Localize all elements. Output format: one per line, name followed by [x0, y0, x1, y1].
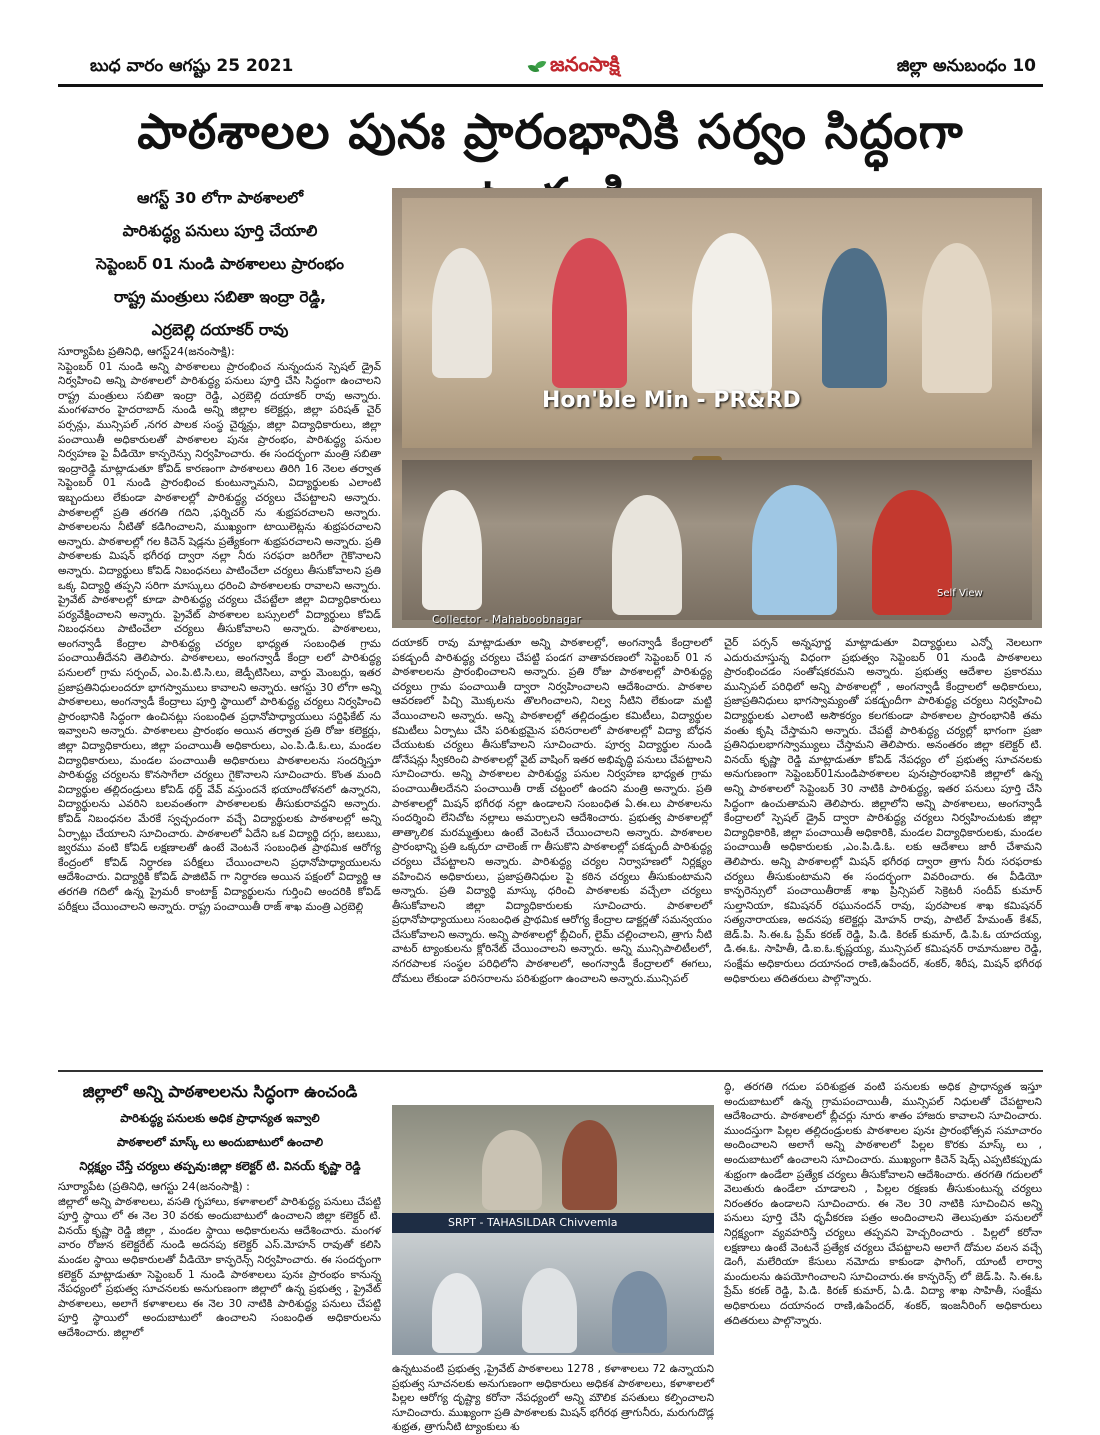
story2-subhead: పాఠశాలలో మాస్క్ లు అందుబాటులో ఉంచాలి: [116, 1135, 324, 1149]
collector-caption: Collector - Mahaboobnagar: [432, 613, 582, 626]
photo-caption-band: SRPT - TAHASILDAR Chivvemla: [392, 1213, 714, 1233]
self-view-caption: Self View: [937, 588, 983, 599]
paper-logo: [528, 52, 620, 81]
masthead: [58, 50, 1048, 84]
story1-dateline: సూర్యాపేట ప్రతినిధి, ఆగస్ట్24(జనంసాక్షి):: [58, 345, 235, 358]
story2-subhead: పారిశుద్ధ్య పనులకు అధిక ప్రాధాన్యత ఇవ్వాలి: [120, 1111, 320, 1125]
story1-subhead: ఆగస్ట్ 30 లోగా పాఠశాలలో: [136, 189, 304, 207]
story2-dateline: సూర్యాపేట (ప్రతినిధి, ఆగస్టు 24(జనంసాక్షి) :: [58, 1180, 250, 1193]
story1-body-2: దయాకర్ రావు మాట్లాడుతూ అన్ని పాఠశాలల్లో, అంగన్వాడీ కేంద్రాలలో పకడ్బందీ పారిశుద్ధ్య చర్యలు చేపట్టి పండగ వాతావరణంలో సెప్టెంబర్ 01 న పాఠశాలలను ప్రారంభించాలని అన్నారు. ప్రతి రోజు పాఠశాలల్లో పారిశుద్ధ్య చర్యలు గ్రామ పంచాయితీ ద్వారా నిర్వహించాలని ఆదేశించారు. పాఠశాల ఆవరణలో పిచ్చి మొక్కలను తొలగించాలని, నిల్వ నీటిని లేకుండా మట్టి వేయించాలని అన్నారు. అన్ని పాఠశాలల్లో తల్లిదండ్రుల కమిటీలు, విద్యార్థుల కమిటీలు ఏర్పాటు చేసి పరిశుభ్రమైన పరిసరాలలో పాఠశాలల్లో విద్యా బోధన చేయుటకు చర్యలు తీసుకోవాలని సూచించారు. పూర్వ విద్యార్థుల నుండి డోనేషన్లు స్వీకరించి పాఠశాలల్లో వైట్ వాషింగ్ ఇతర అభివృద్ధి పనులు చేపట్టాలని సూచించారు. అన్ని పాఠశాలల పారిశుద్ధ్య పనుల నిర్వహణ భాధ్యత గ్రామ పంచాయితీలదేనని పంచాయితీ రాజ్ చట్టంలో ఉందని మంత్రి అన్నారు. ప్రతి పాఠశాలల్లో మిషన్ భగీరథ నల్లా ఉండాలని సంబంధిత ఏ.ఈ.లు పాఠశాలను సందర్శించి లేనిచోట నల్లాలు అమర్చాలని ఆదేశించారు. ప్రభుత్వ పాఠశాలల్లో తాత్కాలిక మరమ్మత్తులు ఉంటే వెంటనే చేయించాలని అన్నారు. పాఠశాలల ప్రారంభాన్ని ప్రతి ఒక్కరూ చాలెంజ్ గా తీసుకొని పాఠశాలల్లో పకడ్బందీ పారిశుద్ధ్య చర్యలు చేపట్టాలని అన్నారు. పారిశుద్ధ్య చర్యల నిర్వాహణలో నిర్లక్ష్యం వహించిన అధికారులు, ప్రజాప్రతినిధుల పై కఠిన చర్యలు తీసుకుంటామని అన్నారు. ప్రతి విద్యార్థి మాస్కు ధరించి పాఠశాలకు వచ్చేలా చర్యలు తీసుకోవాలని జిల్లా విద్యాధికారులకు సూచించారు. పాఠశాలలో ప్రధానోపాధ్యాయులు సంబంధిత ప్రాథమిక ఆరోగ్య కేంద్రాల డాక్టర్లతో సమన్వయం చేసుకోవాలని అన్నారు. అన్ని పాఠశాలల్లో బ్లీచింగ్, లైమ్ చల్లించాలని, త్రాగు నీటి వాటర్ ట్యాంకులను క్లోరినేట్ చేయించాలని అన్నారు. అన్ని మున్సిపాలిటీలలో, నగరపాలక సంస్థల పరిధిలోని పాఠశాలలో, అంగన్వాడీ కేంద్రాలలో ఈగలు, దోమలు లేకుండా పరిసరాలను పరిశుభ్రంగా ఉంచాలని అన్నారు.మున్సిపల్: [392, 637, 712, 985]
leaf-icon: [528, 58, 546, 76]
photo-top-panel: [392, 1105, 714, 1213]
issue-date: బుధ వారం ఆగష్టు 25 2021: [90, 56, 294, 76]
story1-body-1: సెప్టెంబర్ 01 నుండి అన్ని పాఠశాలలు ప్రారంభించ నున్నందున స్పెషల్ డ్రైవ్ నిర్వహించి అన్ని పాఠశాలలో పారిశుద్ధ్య పనులు పూర్తి చేసి సిద్ధంగా ఉంచాలని రాష్ట్ర మంత్రులు సబితా ఇంద్రా రెడ్డి, ఎర్రబెల్లి దయాకర్ రావు అన్నారు. మంగళవారం హైదరాబాద్ నుండి అన్ని జిల్లాల కలెక్టర్లు, జిల్లా పరిషత్ చైర్ పర్సన్లు, మున్సిపల్ ,నగర పాలక సంస్థ చైర్మన్లు, జిల్లా విద్యాధికారులు, జిల్లా పంచాయితీ అధికారులతో పాఠశాలల పునః ప్రారంభం, పారిశుద్ధ్య పనుల నిర్వహణ పై వీడియో కాన్ఫరెన్సు నిర్వహించారు. ఈ సందర్భంగా మంత్రి సబితా ఇంద్రారెడ్డి మాట్లాడుతూ కోవిడ్ కారణంగా పాఠశాలలు తిరిగి 16 నెలల తర్వాత సెప్టెంబర్ 01 నుండి ప్రారంభించ కుంటున్నామని, విద్యార్థులకు ఎలాంటి ఇబ్బందులు లేకుండా పాఠశాలల్లో పారిశుద్ధ్య చర్యలు చేపట్టాలని అన్నారు. పాఠశాలల్లో ప్రతి తరగతి గదిని ,ఫర్నిచర్ ను శుభ్రపరచాలని అన్నారు. పాఠశాలలను నీటితో కడిగించాలని, ముఖ్యంగా టాయిలెట్లను శుభ్రపరచాలని అన్నారు. పాఠశాలల్లో గల కిచెన్ షెడ్లను ప్రత్యేకంగా శుభ్రపరచాలని అన్నారు. ప్రతి పాఠశాలకు మిషన్ భగీరథ ద్వారా నల్లా నీరు సరఫరా జరిగేలా గైకొనాలని అన్నారు. విద్యార్థులు కోవిడ్ నిబంధనలు పాటించేలా చర్యలు తీసుకోవాలని ప్రతి ఒక్క విద్యార్థి తప్పని సరిగా మాస్కులు ధరించి పాఠశాలలకు రావాలని అన్నారు. ప్రైవేట్ పాఠశాలల్లో కూడా పారిశుద్ధ్య చర్యలు చేపట్టేలా జిల్లా విద్యాధికారులు పర్యవేక్షించాలని అన్నారు. ప్రైవేట్ పాఠశాలల బస్సులలో విద్యార్థులు కోవిడ్ నిబంధనలు పాటించేలా చర్యలు తీసుకోవాలని అన్నారు. పాఠశాలలు, అంగన్వాడీ కేంద్రాల పారిశుద్ధ్య చర్యల భాధ్యత సంబంధిత గ్రామ పంచాయితీదేనని తెలిపారు. పాఠశాలలు, అంగన్వాడీ కేంద్రా లలో పారిశుద్ధ్య పనులలో గ్రామ సర్పంచ్, ఎం.పి.టి.సి.లు, జెడ్పీటిసిలు, వార్డు మెంబర్లు, ఇతర ప్రజాప్రతినిధులందరూ భాగస్వాములు కావాలని అన్నారు. ఆగస్టు 30 లోగా అన్ని పాఠశాలలు, అంగన్వాడీ కేంద్రాలు పూర్తి స్థాయిలో పారిశుద్ధ్య చర్యలు నిర్వహించి ప్రారంభానికి సిద్ధంగా ఉంచినట్లు సంబంధిత ప్రధానోపాధ్యాయులు సర్టిఫికేట్ ను ఇవ్వాలని అన్నారు. పాఠశాలలు ప్రారంభం అయిన తర్వాత ప్రతి రోజు కలెక్టర్లు, జిల్లా విద్యాధికారులు, జిల్లా పంచాయితీ అధికారులు, ఎం.పి.డి.ఓ.లు, మండల విద్యాధికారులు, మండల పంచాయితీ అధికారులు పాఠశాలలను సందర్శిస్తూ పారిశుద్ధ్య చర్యలను కొనసాగేలా చర్యలు గైకొనాలని సూచించారు. కొంత మంది విద్యార్థుల తల్లిదండ్రులు కోవిడ్ థర్డ్ వేవ్ వస్తుందనే భయాందోళనలో ఉన్నారని, విద్యార్థులను ఎవరిని బలవంతంగా పాఠశాలలకు తీసుకురావద్దని అన్నారు. కోవిడ్ నిబంధనల మేరకే స్వచ్ఛందంగా వచ్చే విద్యార్థులకు పాఠశాలల్లో అన్ని ఏర్పాట్లు చేయాలని సూచించారు. పాఠశాలలో ఏదేని ఒక విద్యార్థి దగ్గు, జలుబు, జ్వరము వంటి కోవిడ్ లక్షణాలతో ఉంటే వెంటనే సంబంధిత ప్రాథమిక ఆరోగ్య కేంద్రంలో కోవిడ్ నిర్ధారణ పరీక్షలు చేయించాలని ప్రధానోపాధ్యాయులను ఆదేశించారు. విద్యార్థికి కోవిడ్ పాజిటివ్ గా నిర్ధారణ అయిన పక్షంలో విద్యార్థి ఆ తరగతి గదిలో ఉన్న ప్రైమరీ కాంటాక్ట్ విద్యార్థులను గుర్తించి అందరికి కోవిడ్ పరీక్షలు చేయించాలని అన్నారు. రాష్ట్ర పంచాయితీ రాజ్ శాఖ మంత్రి ఎర్రబెల్లి: [58, 360, 381, 913]
story2-headline: జిల్లాలో అన్ని పాఠశాలలను సిద్ధంగా ఉంచండి: [82, 1082, 358, 1101]
photo-bottom-panel: [392, 1233, 714, 1355]
story1-subheads: [60, 182, 380, 347]
section-divider: [58, 1070, 1043, 1072]
story2-column-2: [392, 1362, 714, 1434]
story2-body-3: ద్ధి, తరగతి గదుల పరిశుభ్రత వంటి పనులకు అధిక ప్రాధాన్యత ఇస్తూ అందుబాటులో ఉన్న గ్రామపంచాయితీ, మున్సిపల్ నిధులతో చేపట్టాలని ఆదేశించారు. పాఠశాలలో బ్లీచర్లు నూరు శాతం హాజరు కావాలని సూచించారు. ముందస్తుగా పిల్లల తల్లిదండ్రులకు పాఠశాలల పునః ప్రారంభోత్సవ సమాచారం అందించాలని అలాగే అన్ని పాఠశాలలో పిల్లల కొరకు మాస్క్ లు , అందుబాటులో ఉంచాలని సూచించారు. ముఖ్యంగా కిచెన్ షెడ్స్ ఎప్పటికప్పుడు శుభ్రంగా ఉండేలా ప్రత్యేక చర్యలు తీసుకోవాలని ఆదేశించారు. తరగతి గదులలో వెలుతురు ఉండేలా చూడాలని , పిల్లల రక్షణకు తీసుకుంటున్న చర్యలు నిరంతరం ఉండాలని సూచించారు. ఈ నెల 30 నాటికి సూచించిన అన్ని పనులు పూర్తి చేసి ధృవీకరణ పత్రం అందించాలని తెలుపుతూ పనులలో నిర్లక్ష్యంగా వ్యవహరిస్తే చర్యలు తప్పవని హెచ్చరించారు . పిల్లలో కరోనా లక్షణాలు ఉంటే వెంటనే ప్రత్యేక చర్యలు చేపట్టాలని అలాగే దోమల వలన వచ్చే డెంగీ, మలేరియా కేసులు నమోదు కాకుండా ఫాగింగ్, యాంటీ లార్వా మందులను ఉపయోగించాలని సూచించారు.ఈ కాన్ఫరెన్స్ లో జెడ్.పి. సి.ఈ.ఓ ప్రేమ్ కరణ్ రెడ్డి, పి.డి. కిరణ్ కుమార్, ఏ.డి. విద్యా శాఖ సాహితీ, సంక్షేమ అధికారులు దయానంద రాణి,ఉపేందర్, శంకర్, ఇంజనీరింగ్ అధికారులు తదితరులు పాల్గొన్నారు.: [724, 1081, 1042, 1327]
minister-banner-caption: Hon'ble Min - PR&RD: [542, 388, 801, 413]
story1-subhead: సెప్టెంబర్ 01 నుండి పాఠశాలలు ప్రారంభం: [95, 255, 344, 273]
story2-body-2: ఉన్నటువంటి ప్రభుత్వ ,ప్రైవేట్ పాఠశాలలు 1278 , కళాశాలలు 72 ఉన్నాయని ప్రభుత్వ సూచనలకు అనుగుణంగా అధికారులు అధికశ పాఠశాలలు, కళాశాలలో పిల్లల ఆరోగ్య దృష్ట్యా కరోనా నేపధ్యంలో అన్ని మౌలిక వసతులు కల్పించాలని సూచించారు. ముఖ్యంగా ప్రతి పాఠశాలకు మిషన్ భగీరథ త్రాగునీరు, మరుగుదొడ్ల శుభ్రత, త్రాగునీటి ట్యాంకులు శు: [392, 1363, 714, 1434]
story1-subhead: పారిశుద్ధ్య పనులు పూర్తి చేయాలి: [122, 222, 318, 240]
story1-column-1: [58, 345, 381, 1065]
page-label: జిల్లా అనుబంధం 10: [896, 56, 1036, 76]
masthead-rule: [58, 84, 1043, 87]
paper-name: జనంసాక్షి: [550, 52, 620, 76]
story1-body-3: చైర్ పర్సన్ అన్నపూర్ణ మాట్లాడుతూ విద్యార్థులు ఎన్నో నెలలుగా ఎదురుచూస్తున్న విధంగా ప్రభుత్వం సెప్టెంబర్ 01 నుండి పాఠశాలలు ప్రారంభించడం సంతోషకరమని అన్నారు. ప్రభుత్వ ఆదేశాల ప్రకారము మున్సిపల్ పరిధిలో అన్ని పాఠశాలల్లో , అంగన్వాడీ కేంద్రాలలో అధికారులు, ప్రజాప్రతినిధులు భాగస్వామ్యంతో పకడ్బందీగా పారిశుద్ధ్య చర్యలు నిర్వహించి విద్యార్థులకు ఎలాంటి అసౌకర్యం కలగకుండా పాఠశాలల ప్రారంభానికి తమ వంతు కృషి చేస్తామని అన్నారు. చేపట్టే పారిశుద్ధ్య చర్యల్లో భాగంగా ప్రజా ప్రతినిధులభాగస్వామ్యులు చేస్తామని తెలిపారు. అనంతరం జిల్లా కలెక్టర్ టి. వినయ్ కృష్ణా రెడ్డి మాట్లాడుతూ కోవిడ్ నేపధ్యం లో ప్రభుత్వ సూచనలకు అనుగుణంగా సెప్టెంబర్01నుండిపాఠశాలల పునఃప్రారంభానికి జిల్లాలో ఉన్న అన్ని పాఠశాలలో సెప్టెంబర్ 30 నాటికి పారిశుద్ధ్య, ఇతర పనులు పూర్తి చేసి సిద్ధంగా ఉంచుతామని తెలిపారు. జిల్లాలోని అన్ని పాఠశాలలు, అంగన్వాడీ కేంద్రాలలో స్పెషల్ డ్రైవ్ ద్వారా పారిశుద్ధ్య చర్యలు నిర్వహించుటకు జిల్లా విద్యాధికారికి, జిల్లా పంచాయితీ అధికారికి, మండల విద్యాధికారులకు, మండల పంచాయితీ అధికారులకు ,ఎం.పి.డి.ఓ. లకు ఆదేశాలు జారీ చేశామని తెలిపారు. అన్ని పాఠశాలల్లో మిషన్ భగీరథ ద్వారా త్రాగు నీరు సరఫరాకు చర్యలు తీసుకుంటామని ఈ సందర్భంగా వివరించారు. ఈ వీడియో కాన్ఫరెన్సులో పంచాయితీరాజ్ శాఖ ప్రిన్సిపల్ సెక్రెటరీ సందీప్ కుమార్ సుల్తానియా, కమిషనర్ రఘునందన్ రావు, పురపాలక శాఖ కమిషనర్ సత్యనారాయణ, అదనపు కలెక్టర్లు మోహన్ రావు, పాటిల్ హేమంత్ కేశవ్, జెడ్.పి. సి.ఈ.ఓ ప్రేమ్ కరణ్ రెడ్డి, పి.డి. కిరణ్ కుమార్, డి.పి.ఓ యాదయ్య, డి.ఈ.ఓ. సాహితీ, డి.ఐ.ఓ.కృష్ణయ్య, మున్సిపల్ కమిషనర్ రామానుజుల రెడ్డి, సంక్షేమ అధికారులు దయానంద రాణి,ఉపేందర్, శంకర్, శిరీష, మిషన్ భగీరథ అధికారులు తదితరులు పాల్గొన్నారు.: [724, 637, 1042, 985]
story2-heading: [60, 1078, 380, 1178]
video-conference-photo: [392, 188, 1042, 628]
story2-column-1: [58, 1180, 381, 1360]
story2-body-1: జిల్లాలో అన్ని పాఠశాలలు, వసతి గృహాలు, కళాశాలలో పారిశుద్ధ్య పనులు చేపట్టి పూర్తి స్థాయి లో ఈ నెల 30 వరకు అందుబాటులో ఉంచాలని జిల్లా కలెక్టర్ టి. వినయ్ కృష్ణా రెడ్డి జిల్లా , మండల స్థాయి అధికారులను ఆదేశించారు. మంగళ వారం రోజున కలెక్టరేట్ నుండి అదనపు కలెక్టర్ ఎస్.మోహన్ రావుతో కలిసి మండల స్థాయి అధికారులతో వీడియో కాన్ఫరెన్స్ నిర్వహించారు. ఈ సందర్భంగా కలెక్టర్ మాట్లాడుతూ సెప్టెంబర్ 1 నుండి పాఠశాలలు పునః ప్రారంభం కానున్న నేపధ్యంలో ప్రభుత్వ సూచనలకు అనుగుణంగా జిల్లాలో ఉన్న ప్రభుత్వ , ప్రైవేట్ పాఠశాలలు, అలాగే కళాశాలలు ఈ నెల 30 నాటికి పారిశుద్ధ్య పనులు చేపట్టి పూర్తి స్థాయిలో అందుబాటులో ఉంచాలని సంబంధిత అధికారులను ఆదేశించారు. జిల్లాలో: [58, 1195, 381, 1339]
tahasildar-conference-photo: [392, 1105, 714, 1355]
story1-column-2: [392, 636, 712, 1064]
story1-column-3: [724, 636, 1042, 1064]
story1-subhead: రాష్ట్ర మంత్రులు సబితా ఇంద్రా రెడ్డి,: [114, 288, 326, 306]
story2-subhead: నిర్లక్ష్యం చేస్తే చర్యలు తప్పవు:జిల్లా కలెక్టర్ టి. వినయ్ కృష్ణా రెడ్డి: [79, 1159, 361, 1173]
story1-subhead: ఎర్రబెల్లి దయాకర్ రావు: [151, 321, 289, 339]
main-headline: పాఠశాలల పునః ప్రారంభానికి సర్వం సిద్ధంగా: [137, 104, 964, 160]
story2-column-3: [724, 1080, 1042, 1370]
